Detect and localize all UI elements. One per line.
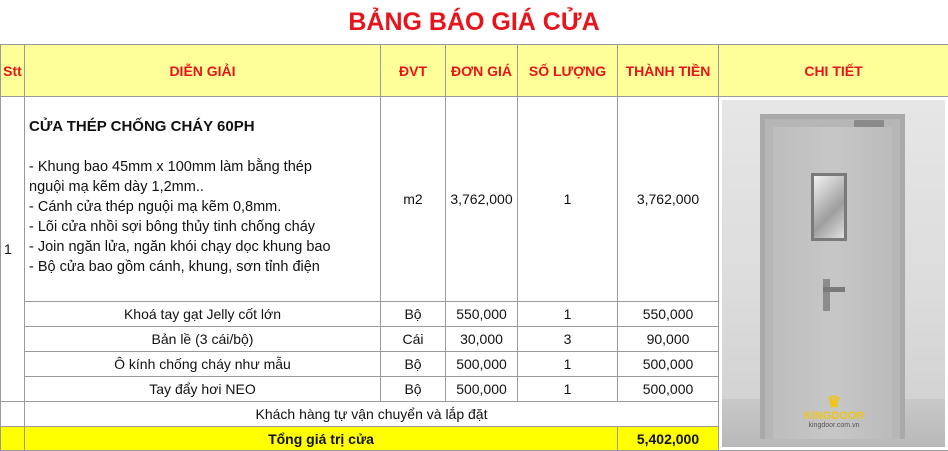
crown-icon: ♛ [784,396,884,410]
item-unit: Bộ [381,302,446,327]
header-qty: SỐ LƯỢNG [518,45,618,97]
header-amount: THÀNH TIỀN [618,45,719,97]
total-value: 5,402,000 [618,427,719,451]
door-image [722,100,945,447]
item-unit: Bộ [381,352,446,377]
item-qty: 1 [518,352,618,377]
spec-line: - Join ngăn lửa, ngăn khói chạy dọc khung bao [29,237,376,257]
door-window [811,173,847,241]
quote-table [0,44,948,451]
shipping-note: Khách hàng tự vận chuyển và lắp đặt [25,402,719,427]
item-desc: Khoá tay gạt Jelly cốt lớn [25,302,381,327]
door-handle [823,279,830,311]
item-qty: 3 [518,327,618,352]
item-qty: 1 [518,302,618,327]
header-detail: CHI TIẾT [719,45,948,97]
item-qty: 1 [518,377,618,402]
door-photo [719,97,948,451]
kingdoor-logo: ♛ KINGDOOR kingdoor.com.vn [784,396,884,429]
total-label: Tổng giá trị cửa [25,427,618,451]
table-row-main [1,97,948,302]
item-desc: Bản lề (3 cái/bộ) [25,327,381,352]
header-stt: Stt [1,45,25,97]
spec-line: - Khung bao 45mm x 100mm làm bằng thép [29,157,376,177]
item-amount: 500,000 [618,377,719,402]
item-price: 500,000 [446,377,518,402]
door-frame [760,114,905,439]
page-title: BẢNG BÁO GIÁ CỬA [0,0,948,44]
item-amount: 90,000 [618,327,719,352]
spec-line: - Bộ cửa bao gồm cánh, khung, sơn tỉnh điện [29,257,376,277]
item-price: 30,000 [446,327,518,352]
item-desc: Tay đẩy hơi NEO [25,377,381,402]
item-amount: 550,000 [618,302,719,327]
spec-line: - Cánh cửa thép nguội mạ kẽm 0,8mm. [29,197,376,217]
header-desc: DIỄN GIẢI [25,45,381,97]
product-name: CỬA THÉP CHỐNG CHÁY 60PH [29,117,376,137]
main-description [25,97,381,302]
header-row [1,45,948,97]
main-unit: m2 [381,97,446,302]
item-price: 550,000 [446,302,518,327]
main-qty: 1 [518,97,618,302]
item-amount: 500,000 [618,352,719,377]
door-leaf [773,127,892,439]
item-unit: Cái [381,327,446,352]
main-amount: 3,762,000 [618,97,719,302]
main-price: 3,762,000 [446,97,518,302]
item-desc: Ô kính chống cháy như mẫu [25,352,381,377]
spec-line: - Lõi cửa nhồi sợi bông thủy tinh chống cháy [29,217,376,237]
header-price: ĐƠN GIÁ [446,45,518,97]
header-unit: ĐVT [381,45,446,97]
row-stt: 1 [1,97,25,402]
spec-line: nguội mạ kẽm dày 1,2mm.. [29,177,376,197]
item-unit: Bộ [381,377,446,402]
item-price: 500,000 [446,352,518,377]
